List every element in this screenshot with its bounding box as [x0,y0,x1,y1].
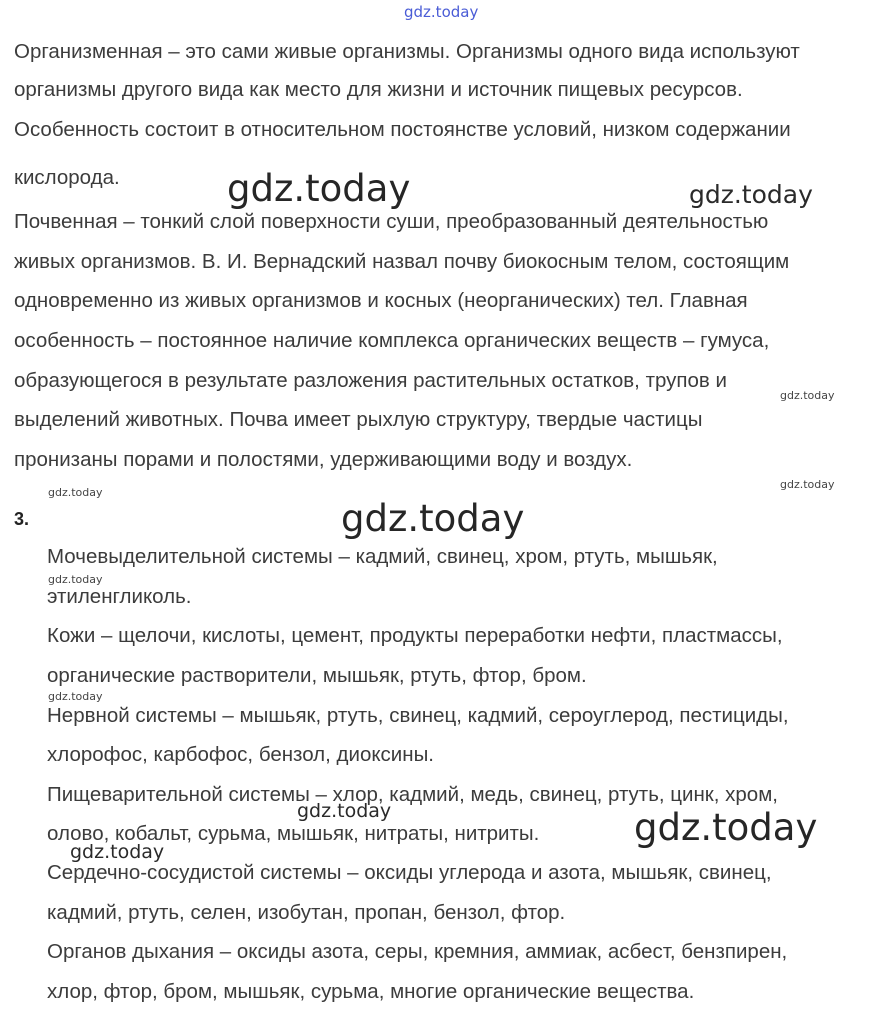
text-line: организмы другого вида как место для жизни и источник пищевых ресурсов. [14,78,743,101]
text-line: пронизаны порами и полостями, удерживающими воду и воздух. [14,448,633,471]
text-line: одновременно из живых организмов и косных (неорганических) тел. Главная [14,289,748,312]
watermark: gdz.today [297,800,392,822]
text-line: органические растворители, мышьяк, ртуть, фтор, бром. [47,664,587,687]
text-line: Организменная – это сами живые организмы. Организмы одного вида используют [14,40,800,63]
watermark: gdz.today [227,167,411,210]
watermark: gdz.today [341,497,525,540]
text-line: Нервной системы – мышьяк, ртуть, свинец, кадмий, сероуглерод, пестициды, [47,704,789,727]
text-line: Сердечно-сосудистой системы – оксиды углерода и азота, мышьяк, свинец, [47,861,772,884]
text-line: особенность – постоянное наличие комплекса органических веществ – гумуса, [14,329,770,352]
text-line: кадмий, ртуть, селен, изобутан, пропан, бензол, фтор. [47,901,566,924]
watermark: gdz.today [48,486,103,499]
watermark: gdz.today [780,389,835,402]
text-line: Почвенная – тонкий слой поверхности суши, преобразованный деятельностью [14,210,769,233]
top-watermark: gdz.today [404,3,479,21]
text-line: хлорофос, карбофос, бензол, диоксины. [47,743,434,766]
watermark: gdz.today [689,180,813,209]
watermark: gdz.today [634,806,818,849]
watermark: gdz.today [48,690,103,703]
section-number: 3. [14,509,30,529]
watermark: gdz.today [780,478,835,491]
text-line: Кожи – щелочи, кислоты, цемент, продукты переработки нефти, пластмассы, [47,624,783,647]
text-line: Органов дыхания – оксиды азота, серы, кремния, аммиак, асбест, бензпирен, [47,940,788,963]
text-line: хлор, фтор, бром, мышьяк, сурьма, многие органические вещества. [47,980,695,1003]
text-line: этиленгликоль. [47,585,192,608]
text-line: выделений животных. Почва имеет рыхлую структуру, твердые частицы [14,408,703,431]
watermark: gdz.today [48,573,103,586]
text-line: Мочевыделительной системы – кадмий, свинец, хром, ртуть, мышьяк, [47,545,718,568]
text-line: кислорода. [14,166,120,189]
text-line: Пищеварительной системы – хлор, кадмий, медь, свинец, ртуть, цинк, хром, [47,783,778,806]
text-line: образующегося в результате разложения растительных остатков, трупов и [14,369,727,392]
text-line: олово, кобальт, сурьма, мышьяк, нитраты, нитриты. [47,822,540,845]
text-line: Особенность состоит в относительном постоянстве условий, низком содержании [14,118,791,141]
text-line: живых организмов. В. И. Вернадский назвал почву биокосным телом, состоящим [14,250,790,273]
watermark: gdz.today [70,841,165,863]
